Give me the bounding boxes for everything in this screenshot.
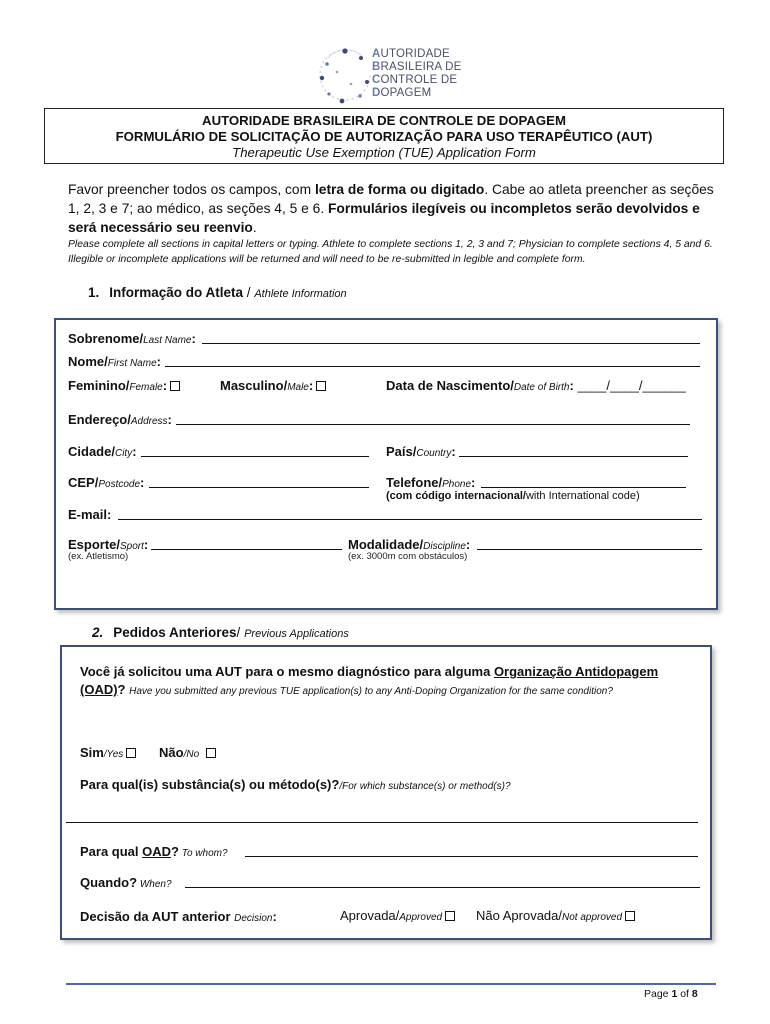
sport-field[interactable] <box>151 549 342 550</box>
email-field[interactable] <box>118 519 702 520</box>
sport-label: Esporte/Sport: <box>68 537 149 552</box>
yes-option: Sim/Yes <box>80 745 136 760</box>
page-number: Page 1 of 8 <box>644 988 698 1000</box>
male-checkbox[interactable] <box>316 381 326 391</box>
email-label: E-mail: <box>68 507 112 522</box>
address-field[interactable] <box>176 424 690 425</box>
org-name: AUTORIDADE BRASILEIRA DE CONTROLE DE DOPAGEM <box>202 113 566 128</box>
to-whom-label: Para qual OAD? To whom? <box>80 844 228 859</box>
approved-option: Aprovada/Approved <box>340 908 455 923</box>
city-label: Cidade/City: <box>68 444 137 459</box>
footer-divider <box>66 983 716 985</box>
decision-label: Decisão da AUT anterior Decision: <box>80 909 277 924</box>
dob-label: Data de Nascimento/Date of Birth: ____/____/______ <box>386 378 686 393</box>
no-checkbox[interactable] <box>206 748 216 758</box>
country-field[interactable] <box>459 456 688 457</box>
instructions-en: Please complete all sections in capital letters or typing. Athlete to complete sections 1, 2, 3 and 7; Physician to complete sections 4, 5 and 6. Illegible or incomplete applications will be returned and will need to be re-submitted in legible and complete form. <box>68 239 713 265</box>
discipline-example: (ex. 3000m com obstáculos) <box>348 551 468 562</box>
address-label: Endereço/Address: <box>68 412 172 427</box>
when-label: Quando? When? <box>80 875 172 890</box>
form-title-box <box>44 108 724 164</box>
postcode-label: CEP/Postcode: <box>68 475 145 490</box>
no-option: Não/No <box>159 745 216 760</box>
previous-application-question: Você já solicitou uma AUT para o mesmo diagnóstico para alguma Organização Antidopagem (OAD)? Have you submitted any previous TUE application(s) to any Anti-Doping Organization for the same condition? <box>80 664 659 697</box>
approved-checkbox[interactable] <box>445 911 455 921</box>
section1-heading: 1. Informação do Atleta / Athlete Information <box>88 285 347 300</box>
discipline-label: Modalidade/Discipline: <box>348 537 471 552</box>
sport-example: (ex. Atletismo) <box>68 551 129 562</box>
male-label: Masculino/Male: <box>220 378 326 393</box>
phone-note: (com código internacional/with International code) <box>386 490 640 502</box>
discipline-field[interactable] <box>477 549 702 550</box>
lastname-label: Sobrenome/Last Name: <box>68 331 196 346</box>
female-label: Feminino/Female: <box>68 378 180 393</box>
yes-checkbox[interactable] <box>126 748 136 758</box>
not-approved-option: Não Aprovada/Not approved <box>476 908 635 923</box>
firstname-label: Nome/First Name: <box>68 354 161 369</box>
logo-circle-icon <box>314 44 376 106</box>
substance-field[interactable] <box>66 822 698 823</box>
section2-heading: 2. Pedidos Anteriores/ Previous Applications <box>92 625 349 640</box>
form-title-en: Therapeutic Use Exemption (TUE) Application Form <box>232 145 536 160</box>
country-label: País/Country: <box>386 444 456 459</box>
substance-label: Para qual(is) substância(s) ou método(s)?/For which substance(s) or method(s)? <box>80 777 511 792</box>
phone-field[interactable] <box>481 487 686 488</box>
instructions-pt: Favor preencher todos os campos, com letra de forma ou digitado. Cabe ao atleta preencher as seções 1, 2, 3 e 7; ao médico, as seções 4, 5 e 6. Formulários ilegíveis ou incompletos serão devolvidos e será necessário seu reenvio. <box>68 182 714 235</box>
city-field[interactable] <box>141 456 369 457</box>
phone-label: Telefone/Phone: <box>386 475 476 490</box>
form-title-pt: FORMULÁRIO DE SOLICITAÇÃO DE AUTORIZAÇÃO PARA USO TERAPÊUTICO (AUT) <box>115 129 653 144</box>
firstname-field[interactable] <box>165 366 700 367</box>
to-whom-field[interactable] <box>245 856 698 857</box>
female-checkbox[interactable] <box>170 381 180 391</box>
not-approved-checkbox[interactable] <box>625 911 635 921</box>
dob-field[interactable]: ____/____/______ <box>577 378 686 393</box>
abcd-logo <box>314 44 464 106</box>
logo-wordmark: AUTORIDADE BRASILEIRA DE CONTROLE DE DOPAGEM <box>372 48 462 99</box>
postcode-field[interactable] <box>149 487 369 488</box>
when-field[interactable] <box>185 887 700 888</box>
lastname-field[interactable] <box>202 343 700 344</box>
